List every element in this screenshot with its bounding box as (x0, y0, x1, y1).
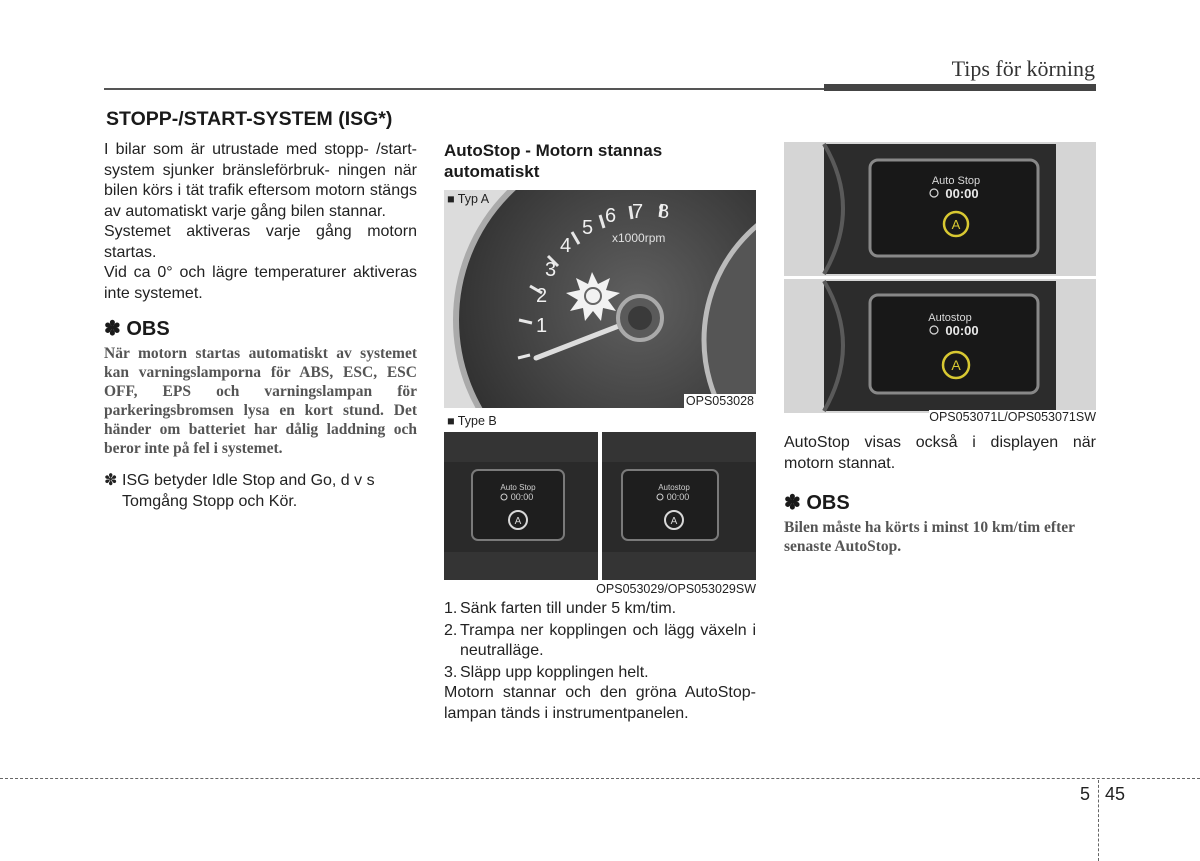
figure-a-label: ■ Typ A (447, 192, 490, 206)
tick-label-1: 1 (536, 315, 548, 337)
display-panel-left (444, 432, 598, 580)
lamp-paragraph: Motorn stannar och den gröna AutoStop- lampan tänds i instrumentpanelen. (444, 684, 756, 722)
activation-paragraph: Systemet aktiveras varje gång motorn startas. (104, 223, 417, 261)
step-number: 2. (444, 621, 458, 639)
obs-heading: ✽ OBS (104, 318, 170, 340)
footnote-text: ISG betyder Idle Stop and Go, d v s Tomgång Stopp och Kör. (122, 472, 375, 510)
svg-text:A: A (951, 217, 961, 232)
display-title: Auto Stop (931, 175, 981, 187)
tachometer-illustration (444, 190, 756, 408)
display-title: Autostop (658, 483, 690, 492)
tick-label-2: 2 (536, 285, 548, 307)
display-timer: 00:00 (945, 186, 979, 201)
figure-right (784, 142, 1096, 432)
step-item (444, 663, 756, 684)
temperature-paragraph: Vid ca 0° och lägre temperaturer aktiveras inte systemet. (104, 264, 417, 302)
svg-text:A: A (951, 357, 961, 373)
step-text: Släpp upp kopplingen helt. (460, 663, 649, 681)
obs-heading: ✽ OBS (784, 492, 850, 514)
figure-type-b (444, 410, 756, 596)
tick-label-6: 6 (605, 205, 617, 227)
isg-footnote (104, 471, 417, 512)
figure-right-caption: OPS053071L/OPS053071SW (929, 410, 1096, 424)
rpm-unit-label: x1000rpm (612, 231, 666, 245)
header-rule (104, 88, 824, 90)
display-timer: 00:00 (945, 323, 979, 338)
chapter-number: 5 (1080, 784, 1091, 804)
display-panel-right (602, 432, 756, 580)
tick-label-7: 7 (632, 201, 644, 223)
display-timer: 00:00 (510, 492, 534, 502)
display-timer: 00:00 (666, 492, 690, 502)
figure-b-caption: OPS053029/OPS053029SW (596, 582, 756, 596)
step-number: 3. (444, 663, 458, 681)
right-text (784, 433, 1096, 556)
display-panel-top (784, 142, 1096, 276)
figure-b-label: ■ Type B (447, 414, 497, 428)
step-item (444, 599, 756, 620)
step-text: Sänk farten till under 5 km/tim. (460, 600, 677, 617)
step-number: 1. (444, 600, 458, 617)
footer-divider (1098, 780, 1099, 861)
tick-label-8: 8 (658, 201, 670, 223)
obs-note: Bilen måste ha körts i minst 10 km/tim efter senaste AutoStop. (784, 519, 1075, 555)
tick-label-5: 5 (582, 217, 594, 239)
display-title: Auto Stop (500, 483, 536, 492)
footer-rule (0, 778, 1200, 779)
figure-a-caption: OPS053028 (685, 394, 754, 408)
figure-type-a (444, 190, 756, 408)
tick-label-4: 4 (560, 235, 572, 257)
section-title: STOPP-/START-SYSTEM (ISG*) (106, 108, 393, 130)
step-text: Trampa ner kopplingen och lägg växeln i neutralläge. (460, 621, 756, 659)
page-number: 45 (1105, 784, 1126, 804)
obs-note: När motorn startas automatiskt av systemet kan varningslamporna för ABS, ESC, ESC OFF, EPS och varningslampan för parkeringsbromsen lysa en kort stund. Det händer om batteriet har dålig laddning och beror inte på fel i systemet. (104, 345, 417, 457)
step-item (444, 621, 756, 662)
header-rule-accent (824, 84, 1096, 91)
display-panel-bottom (784, 279, 1096, 413)
footnote-mark: ✽ (104, 472, 118, 489)
svg-text:A: A (514, 516, 522, 527)
running-header: Tips för körning (951, 56, 1095, 81)
svg-text:A: A (670, 516, 678, 527)
left-column (104, 140, 417, 512)
autostop-subheading: AutoStop - Motorn stannas automatiskt (444, 141, 663, 181)
tick-label-3: 3 (545, 259, 557, 281)
intro-paragraph: I bilar som är utrustade med stopp- /start-system sjunker bränsleförbruk- ningen när bilen körs i tät trafik eftersom motorn stängs av automatiskt varje gång bilen stannar. (104, 141, 417, 220)
display-paragraph: AutoStop visas också i displayen när motorn stannat. (784, 434, 1096, 472)
display-title: Autostop (928, 312, 972, 324)
step-list (444, 599, 756, 724)
